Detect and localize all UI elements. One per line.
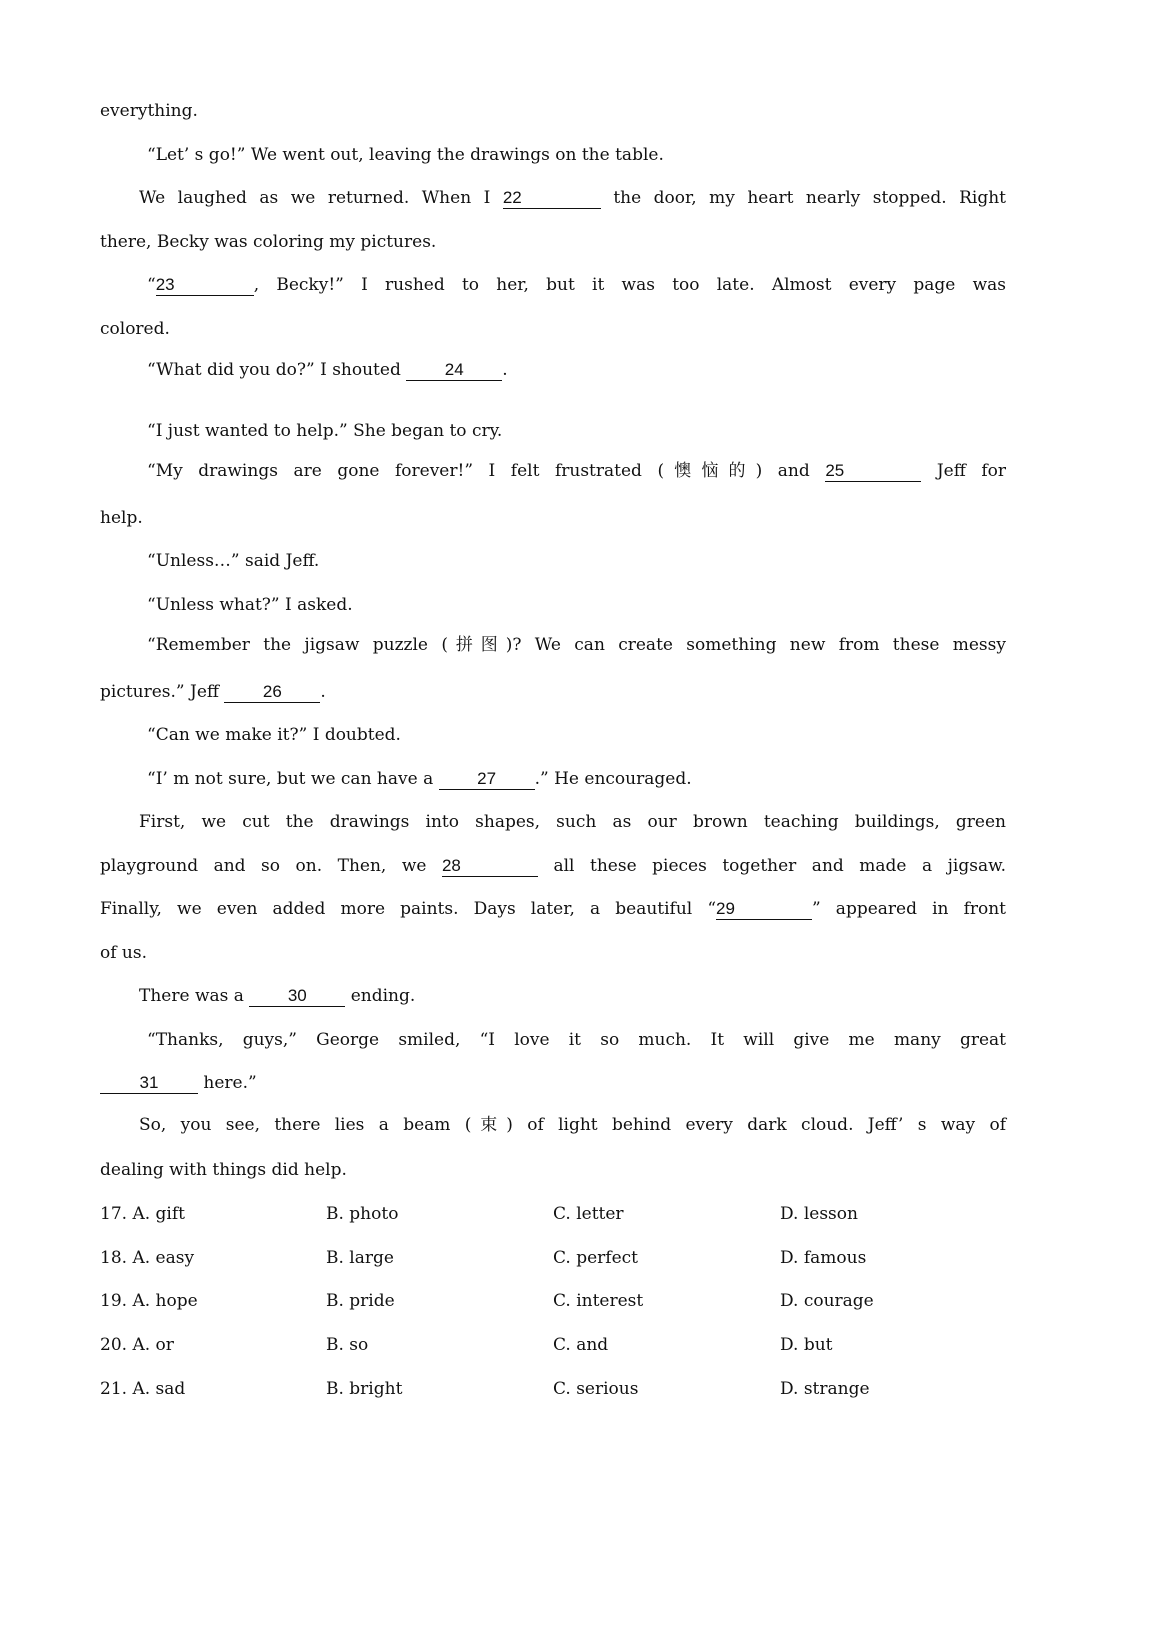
passage-line <box>147 767 1053 791</box>
passage-line <box>100 1071 1006 1095</box>
option-text: A. easy <box>132 1248 195 1268</box>
passage-line: of us. <box>100 943 148 963</box>
question-option-b: B. photo <box>326 1204 399 1224</box>
passage-line <box>139 186 1006 210</box>
text-segment: pictures.” Jeff <box>100 682 219 702</box>
passage-line: help. <box>100 508 143 528</box>
question-option-a <box>100 1289 198 1313</box>
question-number: 19. <box>100 1291 128 1311</box>
question-option-c: C. letter <box>553 1204 624 1224</box>
blank-24: 24 <box>406 360 502 381</box>
question-number: 21. <box>100 1379 128 1399</box>
question-option-d: D. strange <box>780 1379 870 1399</box>
text-segment: “I’ m not sure, but we can have a <box>147 769 434 789</box>
question-option-a <box>100 1246 194 1270</box>
text-segment: There was a <box>139 986 244 1006</box>
text-segment: .” He encouraged. <box>534 769 692 789</box>
passage-line: dealing with things did help. <box>100 1160 347 1180</box>
option-text: A. hope <box>132 1291 198 1311</box>
question-option-a <box>100 1202 185 1226</box>
text-segment: Finally, we even added more paints. Days later, a beautiful “ <box>100 899 717 919</box>
blank-27: 27 <box>439 769 535 790</box>
question-option-d: D. but <box>780 1335 833 1355</box>
blank-28: 28 <box>442 856 538 877</box>
text-segment: “ <box>147 275 156 295</box>
text-segment: We laughed as we returned. When I <box>139 188 491 208</box>
question-option-d: D. famous <box>780 1248 867 1268</box>
text-segment: . <box>320 682 326 702</box>
text-segment: all these pieces together and made a jigsaw. <box>553 856 1007 876</box>
text-segment: ” appeared in front <box>812 899 1006 919</box>
passage-line <box>100 680 1006 704</box>
text-segment: “My drawings are gone forever!” I felt frustrated (懊恼的) and <box>147 461 810 481</box>
passage-line <box>139 984 1006 1008</box>
blank-23: 23 <box>156 275 254 296</box>
passage-line: “Can we make it?” I doubted. <box>147 725 401 745</box>
text-segment: here.” <box>203 1073 257 1093</box>
text-segment: , Becky!” I rushed to her, but it was too late. Almost every page was <box>253 275 1006 295</box>
passage-line: “Unless…” said Jeff. <box>147 551 320 571</box>
passage-line: “Let’ s go!” We went out, leaving the drawings on the table. <box>147 145 664 165</box>
question-number: 18. <box>100 1248 128 1268</box>
passage-line: there, Becky was coloring my pictures. <box>100 232 437 252</box>
question-option-b: B. so <box>326 1335 369 1355</box>
blank-22: 22 <box>503 188 601 209</box>
question-option-d: D. lesson <box>780 1204 858 1224</box>
blank-25: 25 <box>825 461 921 482</box>
option-text: A. gift <box>132 1204 185 1224</box>
question-option-a <box>100 1377 185 1401</box>
question-row <box>100 1333 1006 1357</box>
blank-29: 29 <box>716 899 812 920</box>
option-text: A. or <box>132 1335 174 1355</box>
question-row <box>100 1289 1006 1313</box>
text-segment: Jeff for <box>936 461 1007 481</box>
passage-line: So, you see, there lies a beam (束) of light behind every dark cloud. Jeff’ s way of <box>139 1115 1006 1135</box>
text-segment: “What did you do?” I shouted <box>147 360 401 380</box>
question-option-b: B. pride <box>326 1291 395 1311</box>
question-option-c: C. serious <box>553 1379 639 1399</box>
question-row <box>100 1377 1006 1401</box>
question-row <box>100 1246 1006 1270</box>
passage-line <box>147 459 1006 483</box>
passage-line: “I just wanted to help.” She began to cry. <box>147 421 503 441</box>
question-option-c: C. perfect <box>553 1248 638 1268</box>
text-segment: playground and so on. Then, we <box>100 856 427 876</box>
passage-line: everything. <box>100 101 198 121</box>
blank-30: 30 <box>249 986 345 1007</box>
passage-line: “Thanks, guys,” George smiled, “I love it so much. It will give me many great <box>147 1030 1006 1050</box>
passage-line <box>100 897 1006 921</box>
question-option-b: B. large <box>326 1248 394 1268</box>
passage-line: “Unless what?” I asked. <box>147 595 353 615</box>
text-segment: . <box>502 360 508 380</box>
passage-line: “Remember the jigsaw puzzle (拼图)? We can create something new from these messy <box>147 635 1006 655</box>
passage-line: colored. <box>100 319 170 339</box>
question-number: 20. <box>100 1335 128 1355</box>
passage-line <box>147 358 1053 382</box>
text-segment: the door, my heart nearly stopped. Right <box>613 188 1006 208</box>
question-option-b: B. bright <box>326 1379 403 1399</box>
question-option-c: C. interest <box>553 1291 644 1311</box>
question-option-c: C. and <box>553 1335 609 1355</box>
passage-line <box>147 273 1006 297</box>
question-row <box>100 1202 1006 1226</box>
blank-26: 26 <box>224 682 320 703</box>
passage-line: First, we cut the drawings into shapes, such as our brown teaching buildings, green <box>139 812 1006 832</box>
question-option-a <box>100 1333 174 1357</box>
question-option-d: D. courage <box>780 1291 874 1311</box>
question-number: 17. <box>100 1204 128 1224</box>
passage-line <box>100 854 1006 878</box>
text-segment: ending. <box>350 986 416 1006</box>
option-text: A. sad <box>132 1379 186 1399</box>
blank-31: 31 <box>100 1073 198 1094</box>
